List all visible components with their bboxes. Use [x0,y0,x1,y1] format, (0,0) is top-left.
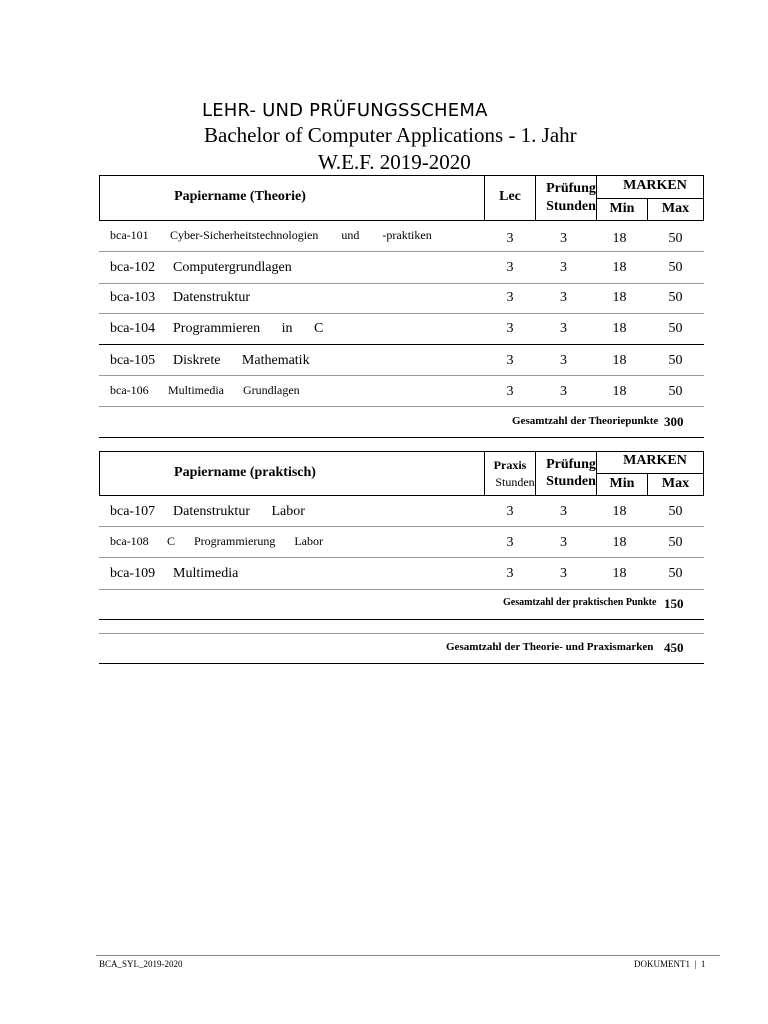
theory-header-max: Max [661,201,690,216]
practical-header-marks: MARKEN [623,453,687,468]
wef-date: W.E.F. 2019-2020 [318,150,471,174]
practical-header-exam-line2: Stunden [546,474,596,489]
grand-total-label: Gesamtzahl der Theorie- und Praxismarken [446,641,654,653]
grand-total-value: 450 [664,640,684,655]
practical-total-value: 150 [664,596,684,611]
practical-header-praxis-line1: Praxis [493,458,527,472]
theory-header-lec: Lec [499,189,521,204]
practical-header-praxis-line2: Stunden [495,475,535,489]
page-number: 1 [700,959,706,969]
practical-header-max: Max [661,476,690,491]
theory-total-value: 300 [664,414,684,429]
document-subtitle: Bachelor of Computer Applications - 1. Jahr [204,123,577,147]
theory-header-paper: Papiername (Theorie) [174,189,306,204]
theory-header-marks: MARKEN [623,178,687,193]
footer-doc-code: BCA_SYL_2019-2020 [99,959,183,969]
footer-doc-name: DOKUMENT1 | 1 [634,959,706,969]
theory-header-exam-line1: Prüfung [546,181,596,196]
document-title: LEHR- UND PRÜFUNGSSCHEMA [202,100,488,121]
practical-header-exam-line1: Prüfung [546,457,596,472]
practical-header-min: Min [609,476,635,491]
practical-total-label: Gesamtzahl der praktischen Punkte [503,597,657,608]
theory-header-exam-line2: Stunden [546,199,596,214]
practical-header-paper: Papiername (praktisch) [174,465,316,480]
theory-header-min: Min [609,201,635,216]
theory-total-label: Gesamtzahl der Theoriepunkte [512,415,659,427]
